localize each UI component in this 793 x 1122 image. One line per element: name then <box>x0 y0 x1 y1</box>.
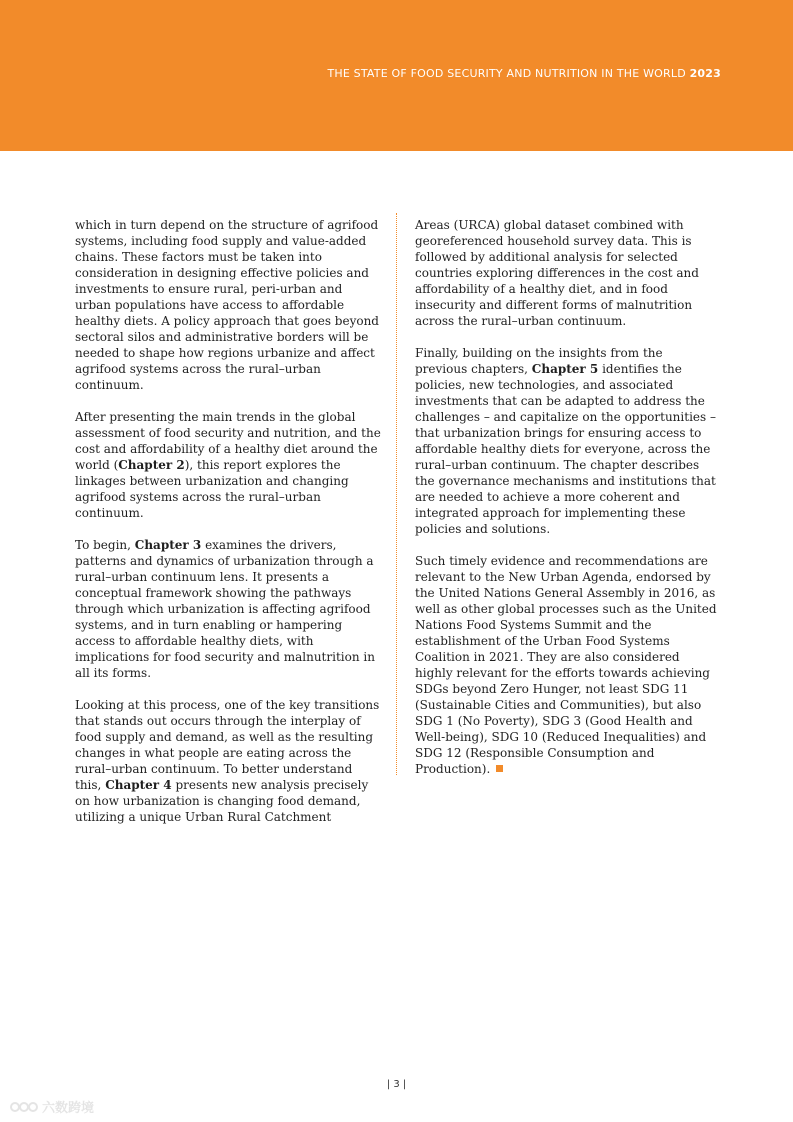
paragraph-text: identifies the policies, new technologies, and associated investments that can be adapted to address the challenges – and capitalize on the opportunities – that urbanization brings for ensuring access to affordable healthy diets for everyone, across the rural–urban continuum. The chapter describes the governance mechanisms and institutions that are needed to achieve a more coherent and integrated approach for implementing these policies and solutions. <box>415 362 716 536</box>
paragraph <box>415 217 717 329</box>
page-number: | 3 | <box>386 1079 407 1090</box>
chapter-reference: Chapter 5 <box>531 362 599 376</box>
left-column <box>75 217 381 825</box>
paragraph-text: Looking at this process, one of the key transitions that stands out occurs through the interplay of food supply and demand, as well as the resulting changes in what people are eating across the rural–urban continuum. To better understand this, <box>75 698 380 792</box>
paragraph <box>415 345 717 537</box>
chapter-reference: Chapter 3 <box>134 538 202 552</box>
paragraph-text: Such timely evidence and recommendations are relevant to the New Urban Agenda, endorsed by the United Nations General Assembly in 2016, as well as other global processes such as the United Nations Food Systems Summit and the establishment of the Urban Food Systems Coalition in 2021. They are also considered highly relevant for the efforts towards achieving SDGs beyond Zero Hunger, not least SDG 11 (Sustainable Cities and Communities), but also SDG 1 (No Poverty), SDG 3 (Good Health and Well-being), SDG 10 (Reduced Inequalities) and SDG 12 (Responsible Consumption and Production). <box>415 554 717 776</box>
watermark <box>10 1097 94 1116</box>
report-title: THE STATE OF FOOD SECURITY AND NUTRITION IN THE WORLD <box>327 67 686 80</box>
report-year: 2023 <box>689 67 721 80</box>
paragraph <box>75 537 381 681</box>
paragraph-text: examines the drivers, patterns and dynamics of urbanization through a rural–urban continuum lens. It presents a conceptual framework showing the pathways through which urbanization is affecting agrifood systems, and in turn enabling or hampering access to affordable healthy diets, with implications for food security and malnutrition in all its forms. <box>75 538 375 680</box>
paragraph-text: ), this report explores the linkages between urbanization and changing agrifood systems across the rural–urban continuum. <box>75 458 349 520</box>
chapter-reference: Chapter 4 <box>105 778 172 792</box>
watermark-logo-icon <box>10 1100 38 1114</box>
header-band <box>0 0 793 151</box>
paragraph-text: Finally, building on the insights from the previous chapters, <box>415 346 663 376</box>
column-divider <box>396 213 397 775</box>
paragraph-text: presents new analysis precisely on how urbanization is changing food demand, utilizing a unique Urban Rural Catchment <box>75 778 369 824</box>
paragraph-text: After presenting the main trends in the global assessment of food security and nutrition, and the cost and affordability of a healthy diet around the world ( <box>75 410 381 472</box>
running-header <box>327 67 721 80</box>
paragraph <box>75 409 381 521</box>
end-of-section-marker <box>496 765 503 772</box>
right-column <box>415 217 717 777</box>
paragraph <box>75 217 381 393</box>
paragraph-text: which in turn depend on the structure of agrifood systems, including food supply and value-added chains. These factors must be taken into consideration in designing effective policies and investments to ensure rural, peri-urban and urban populations have access to affordable healthy diets. A policy approach that goes beyond sectoral silos and administrative borders will be needed to shape how regions urbanize and affect agrifood systems across the rural–urban continuum. <box>75 218 379 392</box>
chapter-reference: Chapter 2 <box>118 458 185 472</box>
paragraph <box>75 697 381 825</box>
paragraph-text: To begin, <box>75 538 135 552</box>
paragraph-text: Areas (URCA) global dataset combined with georeferenced household survey data. This is followed by additional analysis for selected countries exploring differences in the cost and affordability of a healthy diet, and in food insecurity and different forms of malnutrition across the rural–urban continuum. <box>415 218 699 328</box>
paragraph <box>415 553 717 777</box>
watermark-text: 六数跨境 <box>42 1101 95 1116</box>
